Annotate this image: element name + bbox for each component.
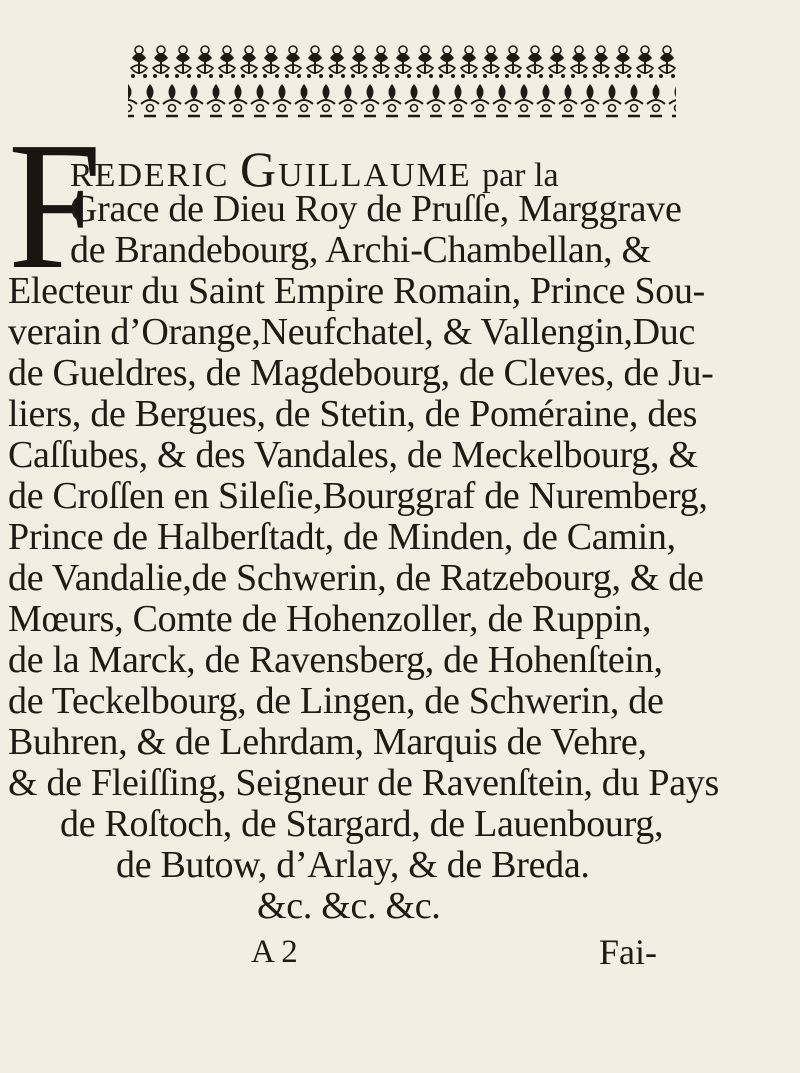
text-line-3: de Brandebourg, Archi-Chambellan, &	[70, 229, 651, 271]
text-line-12: Mœurs, Comte de Hohenzoller, de Ruppin,	[8, 598, 652, 640]
text-line-5: verain d’Orange,Neufchatel, & Vallengin,Duc	[8, 311, 696, 353]
text-line-9: de Croſſen en Sileſie,Bourggraf de Nuremberg,	[8, 475, 708, 517]
signature-mark: A 2	[251, 934, 298, 970]
text-line-16: & de Fleiſſing, Seigneur de Ravenſtein, du Pays	[8, 762, 719, 804]
text-line-10: Prince de Halberſtadt, de Minden, de Camin,	[8, 516, 676, 558]
text-par-la: par la	[482, 157, 559, 194]
name-initial-g: G	[239, 141, 279, 197]
text-line-15: Buhren, & de Lehrdam, Marquis de Vehre,	[8, 721, 647, 763]
drop-cap: F	[8, 104, 102, 307]
text-line-13: de la Marck, de Ravensberg, de Hohenſtein,	[8, 639, 663, 681]
ornamental-headpiece	[128, 44, 676, 120]
text-line-7: liers, de Bergues, de Stetin, de Poméraine, des	[8, 393, 698, 435]
text-line-14: de Teckelbourg, de Lingen, de Schwerin, de	[8, 680, 664, 722]
name-uillaume: UILLAUME	[278, 157, 472, 194]
text-line-1	[70, 141, 559, 197]
text-line-4: Electeur du Saint Empire Romain, Prince Sou-	[8, 270, 706, 312]
text-line-2: Grace de Dieu Roy de Pruſſe, Marggrave	[70, 188, 682, 230]
text-line-19: &c. &c. &c.	[257, 885, 441, 927]
text-line-11: de Vandalie,de Schwerin, de Ratzebourg, & de	[8, 557, 704, 599]
text-line-8: Caſſubes, & des Vandales, de Meckelbourg, &	[8, 434, 698, 476]
text-line-17: de Roſtoch, de Stargard, de Lauenbourg,	[60, 803, 664, 845]
catchword: Fai-	[599, 932, 657, 972]
name-frederic: REDERIC	[70, 157, 230, 194]
text-line-6: de Gueldres, de Magdebourg, de Cleves, de Ju-	[8, 352, 714, 394]
text-line-18: de Butow, d’Arlay, & de Breda.	[116, 844, 590, 886]
